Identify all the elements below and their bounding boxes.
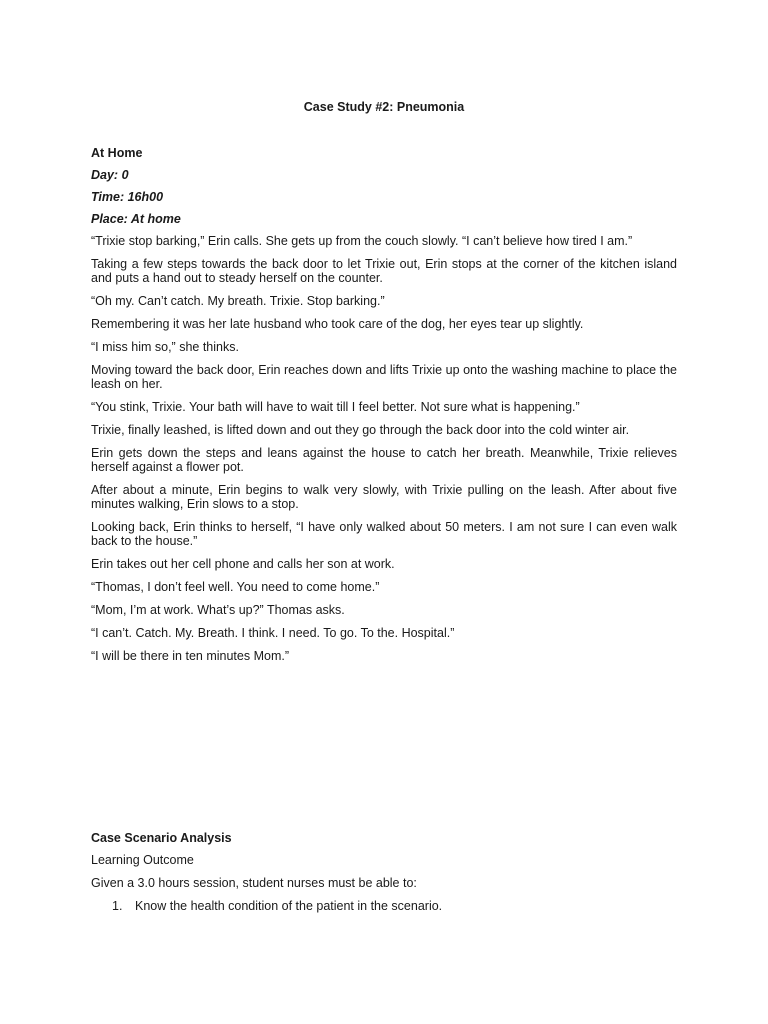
story-paragraph: Erin gets down the steps and leans against the house to catch her breath. Meanwhile, Trixie relieves herself against a flower pot. [91, 446, 677, 474]
story-paragraph: “Oh my. Can’t catch. My breath. Trixie. Stop barking.” [91, 294, 385, 308]
learning-outcome-label: Learning Outcome [91, 853, 194, 867]
outcome-number: 1. [112, 899, 123, 913]
document-title: Case Study #2: Pneumonia [303, 100, 465, 114]
scene-heading: At Home [91, 146, 143, 160]
analysis-section [91, 831, 677, 913]
story-paragraph: Moving toward the back door, Erin reaches down and lifts Trixie up onto the washing machine to place the leash on her. [91, 363, 677, 391]
analysis-intro: Given a 3.0 hours session, student nurses must be able to: [91, 876, 417, 890]
story-paragraph: “Mom, I’m at work. What’s up?” Thomas asks. [91, 603, 345, 617]
scene-time: Time: 16h00 [91, 190, 164, 204]
analysis-heading: Case Scenario Analysis [91, 831, 232, 845]
scene-day: Day: 0 [91, 168, 129, 182]
story-paragraph: Looking back, Erin thinks to herself, “I have only walked about 50 meters. I am not sure I can even walk back to the house.” [91, 520, 677, 548]
story-paragraph: Trixie, finally leashed, is lifted down and out they go through the back door into the cold winter air. [91, 423, 630, 437]
story-paragraph: “I can’t. Catch. My. Breath. I think. I need. To go. To the. Hospital.” [91, 626, 455, 640]
scene-place: Place: At home [91, 212, 181, 226]
story-paragraph: Taking a few steps towards the back door to let Trixie out, Erin stops at the corner of the kitchen island and puts a hand out to steady herself on the counter. [91, 257, 677, 285]
outcome-list [91, 899, 677, 913]
story-paragraph: “Thomas, I don’t feel well. You need to come home.” [91, 580, 380, 594]
outcome-item [91, 899, 677, 913]
story-paragraph: “I will be there in ten minutes Mom.” [91, 649, 289, 663]
story-paragraph: Remembering it was her late husband who took care of the dog, her eyes tear up slightly. [91, 317, 584, 331]
story-paragraph: Erin takes out her cell phone and calls her son at work. [91, 557, 395, 571]
story-paragraph: After about a minute, Erin begins to walk very slowly, with Trixie pulling on the leash. After about five minutes walking, Erin slows to a stop. [91, 483, 677, 511]
outcome-text: Know the health condition of the patient in the scenario. [135, 899, 443, 913]
story-paragraph: “Trixie stop barking,” Erin calls. She gets up from the couch slowly. “I can’t believe how tired I am.” [91, 234, 633, 248]
scene-section [91, 146, 677, 672]
story-paragraph: “I miss him so,” she thinks. [91, 340, 239, 354]
story-paragraph: “You stink, Trixie. Your bath will have to wait till I feel better. Not sure what is happening.” [91, 400, 580, 414]
